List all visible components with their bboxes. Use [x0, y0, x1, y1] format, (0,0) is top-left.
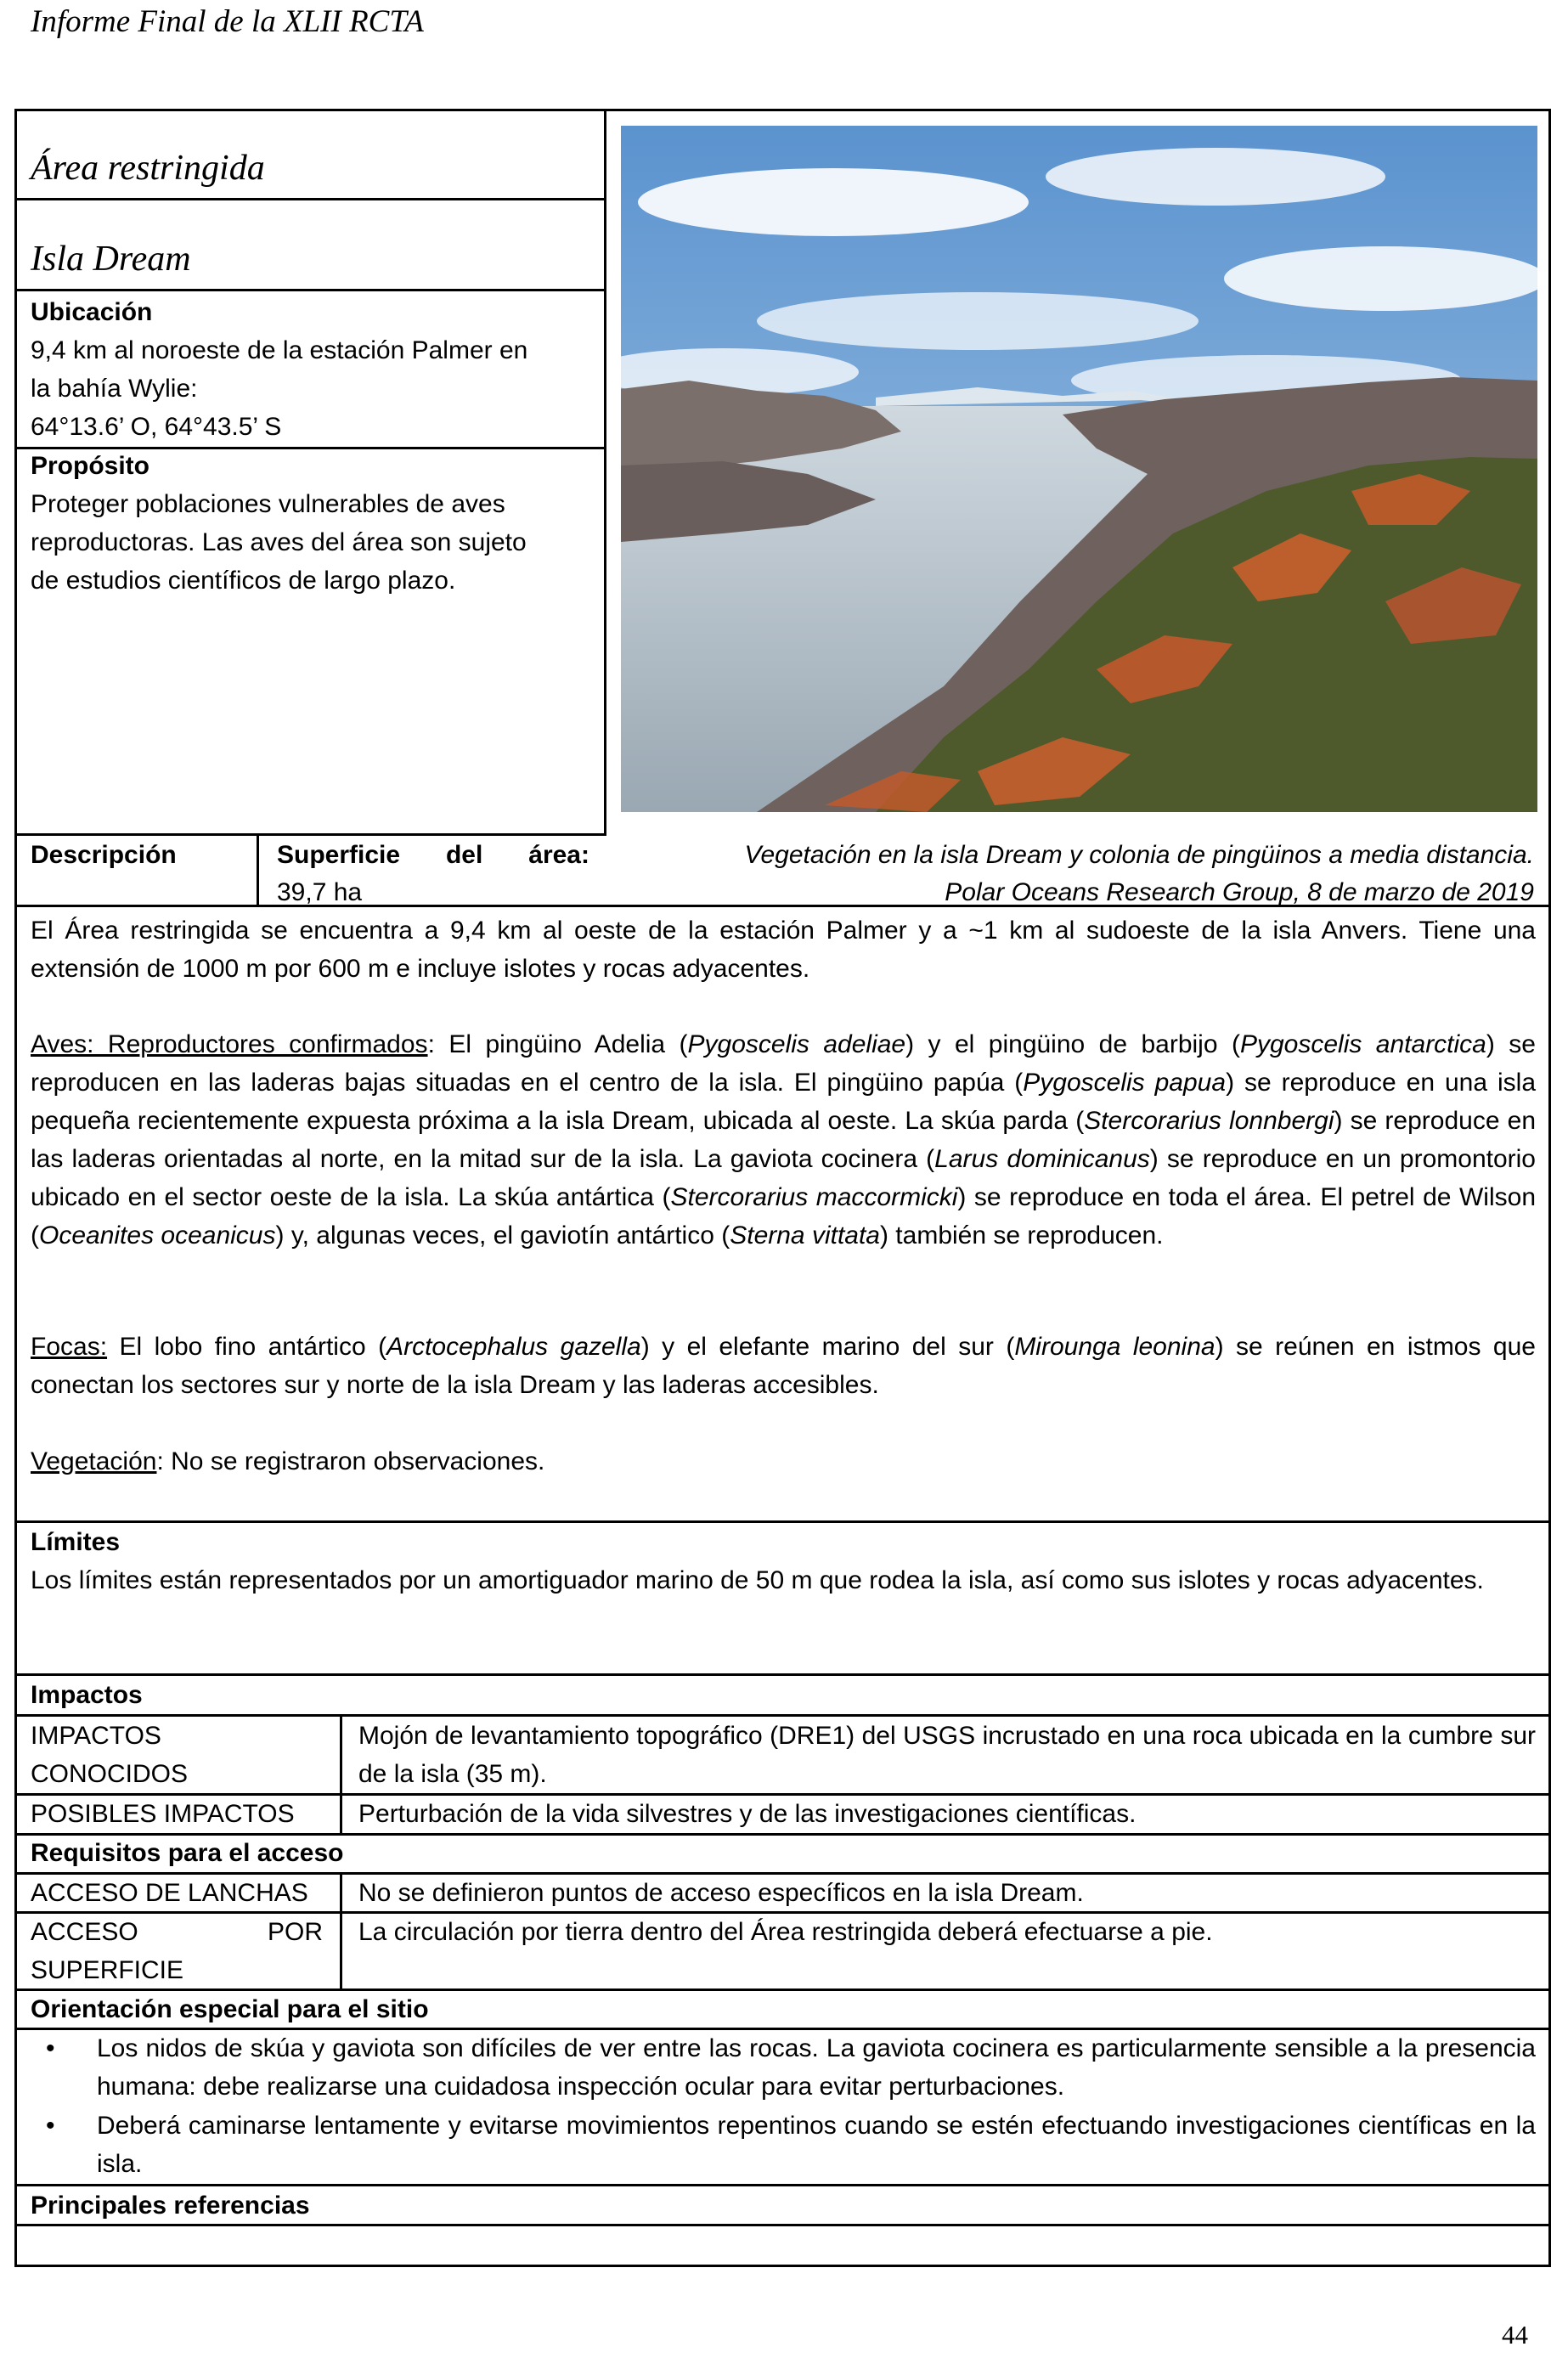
text: ) se reproduce en un promontorio ubicado en el sector oeste de la isla. La skúa antártica (: [31, 1145, 1536, 1211]
orientacion-label: Orientación especial para el sitio: [31, 1995, 429, 2023]
impactos-conocidos-label: CONOCIDOS: [31, 1760, 189, 1788]
aves-heading: Aves: Reproductores confirmados: [31, 1030, 428, 1058]
focas-paragraph: [31, 1328, 1536, 1404]
vegetacion-paragraph: [31, 1442, 1536, 1481]
species-name: Larus dominicanus: [934, 1145, 1150, 1173]
list-item: Deberá caminarse lentamente y evitarse movimientos repentinos cuando se estén efectuando investigaciones científicas en la isla.: [97, 2112, 1536, 2178]
acceso-label: Requisitos para el acceso: [31, 1839, 344, 1867]
posibles-impactos-text: Perturbación de la vida silvestres y de las investigaciones científicas.: [358, 1800, 1137, 1828]
ubicacion-line: 9,4 km al noroeste de la estación Palmer en: [31, 336, 528, 364]
proposito-line: reproductoras. Las aves del área son sujeto: [31, 528, 527, 556]
superficie-value: 39,7 ha: [277, 878, 363, 906]
list-item: Los nidos de skúa y gaviota son difíciles de ver entre las rocas. La gaviota cocinera es particularmente sensible a la presencia humana: debe realizarse una cuidadosa inspección ocular para evitar perturbaciones.: [97, 2034, 1536, 2101]
bullet-icon: •: [46, 2112, 55, 2140]
text: : No se registraron observaciones.: [156, 1447, 545, 1475]
acceso-superficie-text: La circulación por tierra dentro del Área restringida deberá efectuarse a pie.: [358, 1918, 1213, 1946]
limites-text: Los límites están representados por un amortiguador marino de 50 m que rodea la isla, así como sus islotes y rocas adyacentes.: [31, 1566, 1484, 1594]
species-name: Stercorarius lonnbergi: [1084, 1107, 1334, 1135]
text: : El pingüino Adelia (: [427, 1030, 688, 1058]
divider: [14, 1520, 1551, 1523]
photo-caption: Vegetación en la isla Dream y colonia de pingüinos a media distancia.: [744, 841, 1534, 869]
ubicacion-line: 64°13.6’ O, 64°43.5’ S: [31, 413, 282, 441]
species-name: Pygoscelis papua: [1023, 1069, 1227, 1097]
aves-paragraph: [31, 1025, 1536, 1255]
text: ) se reproducen en las laderas bajas situadas en el centro de la isla. El pingüino papúa (: [31, 1030, 1536, 1097]
intro-paragraph: El Área restringida se encuentra a 9,4 km al oeste de la estación Palmer y a ~1 km al sudoeste de la isla Anvers. Tiene una extensión de 1000 m por 600 m e incluye islotes y rocas adyacentes.: [31, 917, 1536, 983]
divider: [604, 109, 606, 836]
acceso-lanchas-label: ACCESO DE LANCHAS: [31, 1879, 308, 1907]
area-type-title: Área restringida: [31, 149, 265, 188]
proposito-line: de estudios científicos de largo plazo.: [31, 567, 456, 595]
text: ) y el pingüino de barbijo (: [905, 1030, 1240, 1058]
species-name: Arctocephalus gazella: [386, 1333, 641, 1361]
posibles-impactos-label: POSIBLES IMPACTOS: [31, 1800, 295, 1828]
vegetacion-heading: Vegetación: [31, 1447, 157, 1475]
site-photo: [621, 126, 1537, 812]
divider: [14, 289, 606, 291]
species-name: Pygoscelis antarctica: [1239, 1030, 1486, 1058]
bullet-icon: •: [46, 2034, 55, 2062]
limites-label: Límites: [31, 1528, 121, 1556]
text: ) también se reproducen.: [879, 1221, 1164, 1250]
page-number: 44: [1502, 2320, 1528, 2350]
divider: [257, 836, 259, 905]
referencias-label: Principales referencias: [31, 2192, 310, 2220]
text: ) se reproduce en toda el área. El petrel de Wilson (: [31, 1183, 1536, 1250]
divider: [340, 1872, 342, 1991]
text: ) se reproduce en una isla pequeña recientemente expuesta próxima a la isla Dream, ubicada al oeste. La skúa parda (: [31, 1069, 1537, 1135]
species-name: Pygoscelis adeliae: [687, 1030, 906, 1058]
descripcion-label: Descripción: [31, 841, 177, 869]
photo-credit: Polar Oceans Research Group, 8 de marzo de 2019: [945, 878, 1534, 906]
species-name: Stercorarius maccormicki: [670, 1183, 958, 1211]
divider: [14, 198, 606, 200]
impactos-conocidos-label: IMPACTOS: [31, 1722, 161, 1750]
species-name: Mirounga leonina: [1014, 1333, 1215, 1361]
species-name: Oceanites oceanicus: [39, 1221, 276, 1250]
superficie-label: Superficie del área:: [277, 841, 589, 869]
impactos-label: Impactos: [31, 1681, 143, 1709]
site-name-title: Isla Dream: [31, 240, 191, 279]
acceso-lanchas-text: No se definieron puntos de acceso específicos en la isla Dream.: [358, 1879, 1084, 1907]
text: ) y el elefante marino del sur (: [640, 1333, 1015, 1361]
text: ) se reproduce en las laderas orientadas al norte, en la mitad sur de la isla. La gaviota cocinera (: [31, 1107, 1537, 1173]
acceso-superficie-label: ACCESO POR: [31, 1918, 323, 1946]
divider: [14, 2224, 1551, 2226]
text: ) se reúnen en istmos que conectan los sectores sur y norte de la isla Dream y las laderas accesibles.: [31, 1333, 1536, 1399]
divider: [14, 1673, 1551, 1676]
ubicacion-label: Ubicación: [31, 298, 153, 326]
running-header: Informe Final de la XLII RCTA: [31, 4, 424, 39]
proposito-line: Proteger poblaciones vulnerables de aves: [31, 490, 505, 518]
text: ) y, algunas veces, el gaviotín antártico (: [275, 1221, 730, 1250]
proposito-label: Propósito: [31, 452, 149, 480]
divider: [340, 1714, 342, 1836]
focas-heading: Focas:: [31, 1333, 108, 1361]
ubicacion-line: la bahía Wylie:: [31, 375, 198, 403]
species-name: Sterna vittata: [730, 1221, 880, 1250]
impactos-conocidos-text: Mojón de levantamiento topográfico (DRE1) del USGS incrustado en una roca ubicada en la cumbre sur de la isla (35 m).: [358, 1722, 1536, 1788]
text: El lobo fino antártico (: [107, 1333, 387, 1361]
acceso-superficie-label: SUPERFICIE: [31, 1956, 184, 1984]
